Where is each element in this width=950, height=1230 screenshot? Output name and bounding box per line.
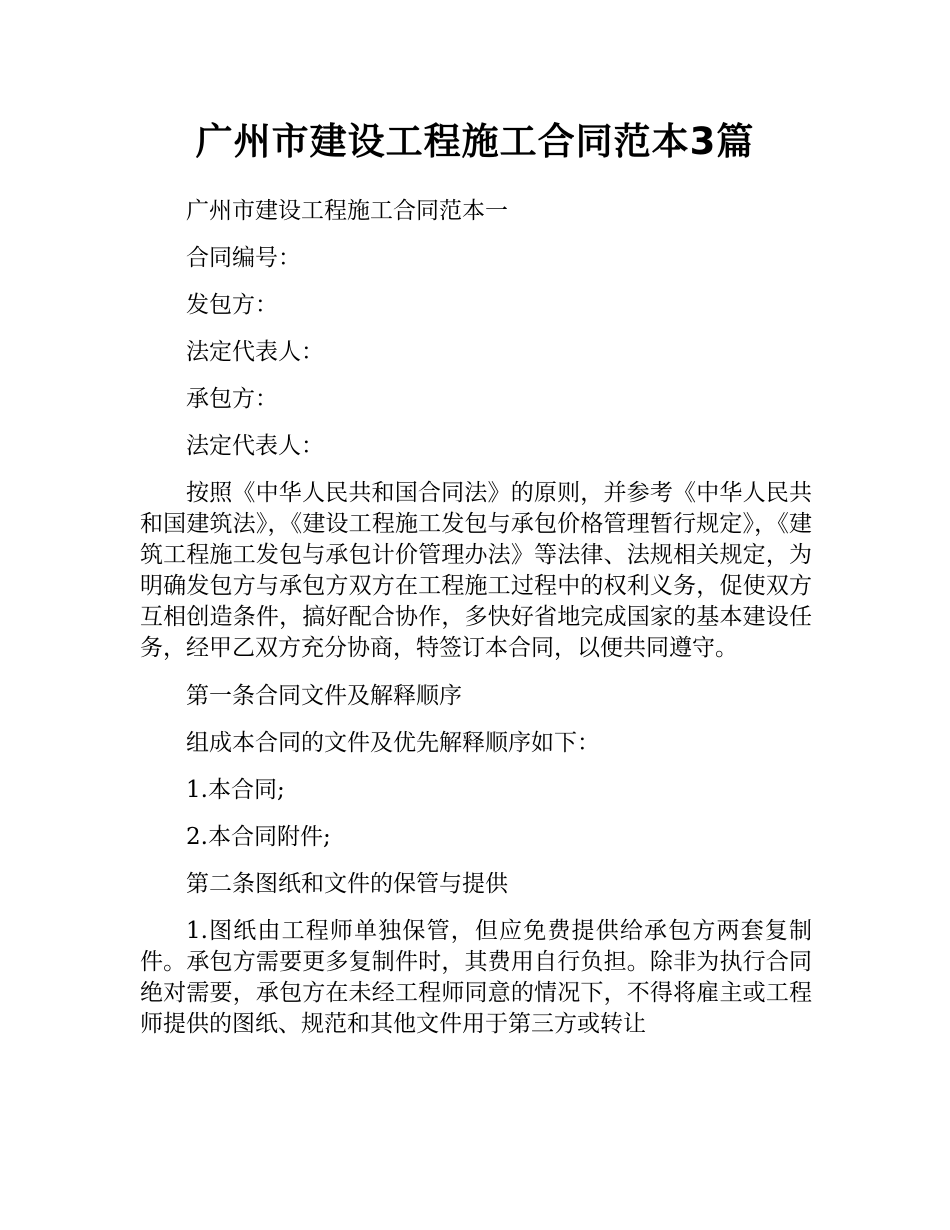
article-1-item: 1.本合同;	[186, 777, 285, 803]
contractor-legal-rep-label: 法定代表人：	[186, 433, 324, 459]
intro-paragraph: 按照《中华人民共和国合同法》的原则，并参考《中华人民共和国建筑法》，《建设工程施工发包与承包价格管理暂行规定》，《建筑工程施工发包与承包计价管理办法》等法律、法规相关规定，为明确发包方与承包方双方在工程施工过程中的权利义务，促使双方互相创造条件，搞好配合协作，多快好省地完成国家的基本建设任务，经甲乙双方充分协商，特签订本合同，以便共同遵守。	[140, 480, 812, 661]
document-body	[140, 196, 812, 1040]
article-2-paragraph: 1.图纸由工程师单独保管，但应免费提供给承包方两套复制件。承包方需要更多复制件时，其费用自行负担。除非为执行合同绝对需要，承包方在未经工程师同意的情况下，不得将雇主或工程师提供的图纸、规范和其他文件用于第三方或转让	[140, 918, 812, 1037]
employer-legal-rep-label: 法定代表人：	[186, 339, 324, 365]
article-1-heading: 第一条合同文件及解释顺序	[186, 683, 462, 709]
contractor-label: 承包方：	[186, 386, 278, 412]
article-2-heading: 第二条图纸和文件的保管与提供	[186, 871, 508, 897]
employer-label: 发包方：	[186, 292, 278, 318]
article-1-item: 2.本合同附件;	[186, 824, 331, 850]
contract-number-label: 合同编号：	[186, 245, 301, 271]
article-1-intro: 组成本合同的文件及优先解释顺序如下：	[186, 730, 600, 756]
contract-subtitle: 广州市建设工程施工合同范本一	[186, 198, 508, 224]
document-title: 广州市建设工程施工合同范本3篇	[195, 120, 755, 163]
